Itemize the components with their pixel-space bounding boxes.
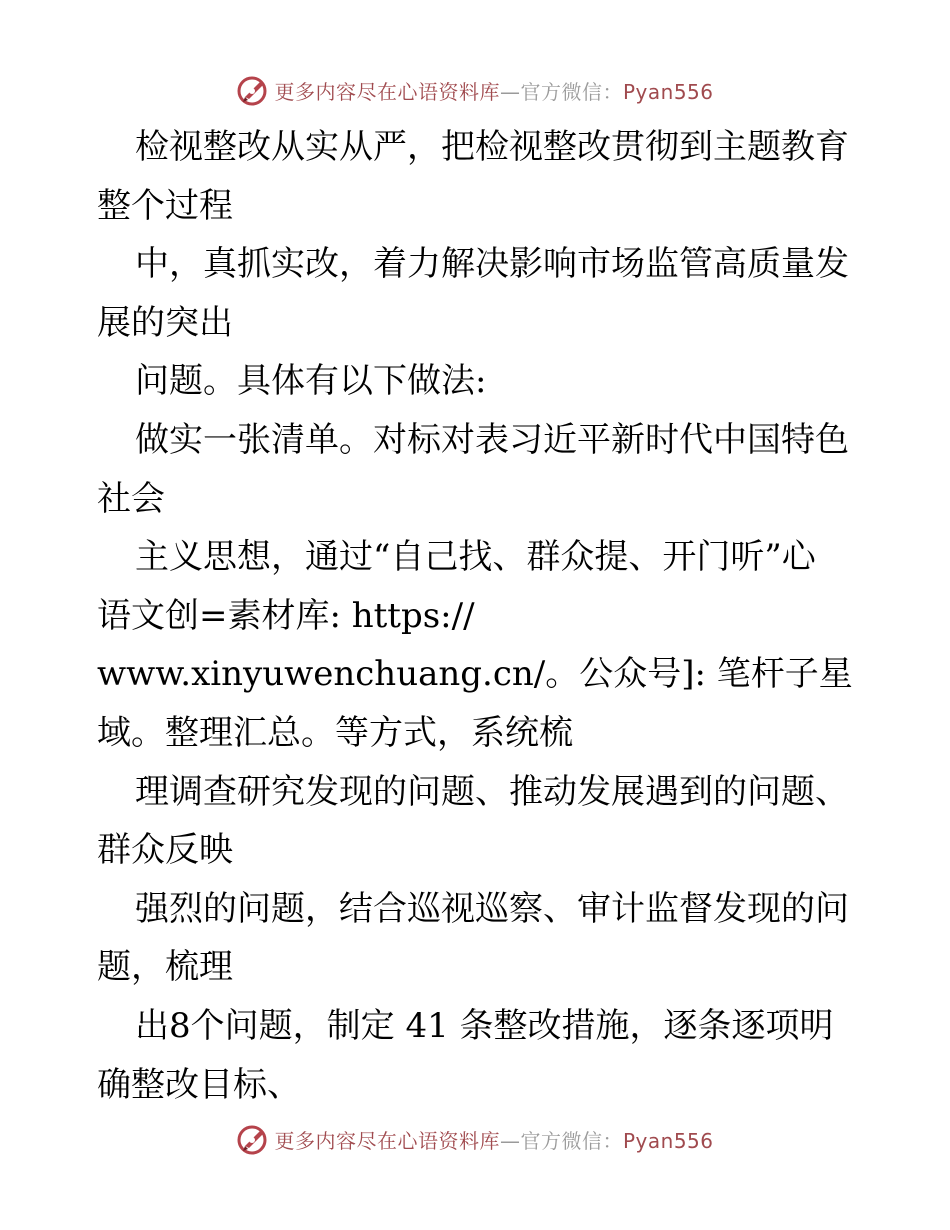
paragraph-line: 社会 [97,478,165,519]
footer-watermark-banner [0,1119,950,1159]
paragraph-line: 整个过程 [97,185,233,226]
paragraph-line: 语文创=素材库: https:// [97,595,475,636]
paragraph-line: 题，梳理 [97,947,233,988]
paragraph-line: 展的突出 [97,302,233,343]
pen-logo-icon [236,1122,270,1156]
paragraph-line: 理调查研究发现的问题、推动发展遇到的问题、 [135,771,849,812]
paragraph-line: 做实一张清单。对标对表习近平新时代中国特色 [135,419,849,460]
paragraph-line: 群众反映 [97,830,233,871]
header-banner-text: 更多内容尽在心语资料库—官方微信：Pyan556 [274,79,714,104]
header-watermark-banner [0,70,950,110]
document-body [97,118,867,1114]
pen-logo-icon [236,73,270,107]
paragraph-line: 确整改目标、 [97,1064,301,1105]
paragraph-line: www.xinyuwenchuang.cn/。公众号]: 笔杆子星 [97,654,853,695]
paragraph-line: 问题。具体有以下做法: [135,361,487,402]
paragraph-line: 中，真抓实改，着力解决影响市场监管高质量发 [135,244,849,285]
paragraph-line: 强烈的问题，结合巡视巡察、审计监督发现的问 [135,888,849,929]
paragraph-line: 主义思想，通过“自己找、群众提、开门听”心 [135,537,816,578]
paragraph-line: 出8个问题，制定 41 条整改措施，逐条逐项明 [135,1005,834,1046]
footer-banner-text: 更多内容尽在心语资料库—官方微信：Pyan556 [274,1128,714,1153]
paragraph-line: 域。整理汇总。等方式，系统梳 [97,712,573,753]
paragraph-line: 检视整改从实从严，把检视整改贯彻到主题教育 [135,127,849,167]
